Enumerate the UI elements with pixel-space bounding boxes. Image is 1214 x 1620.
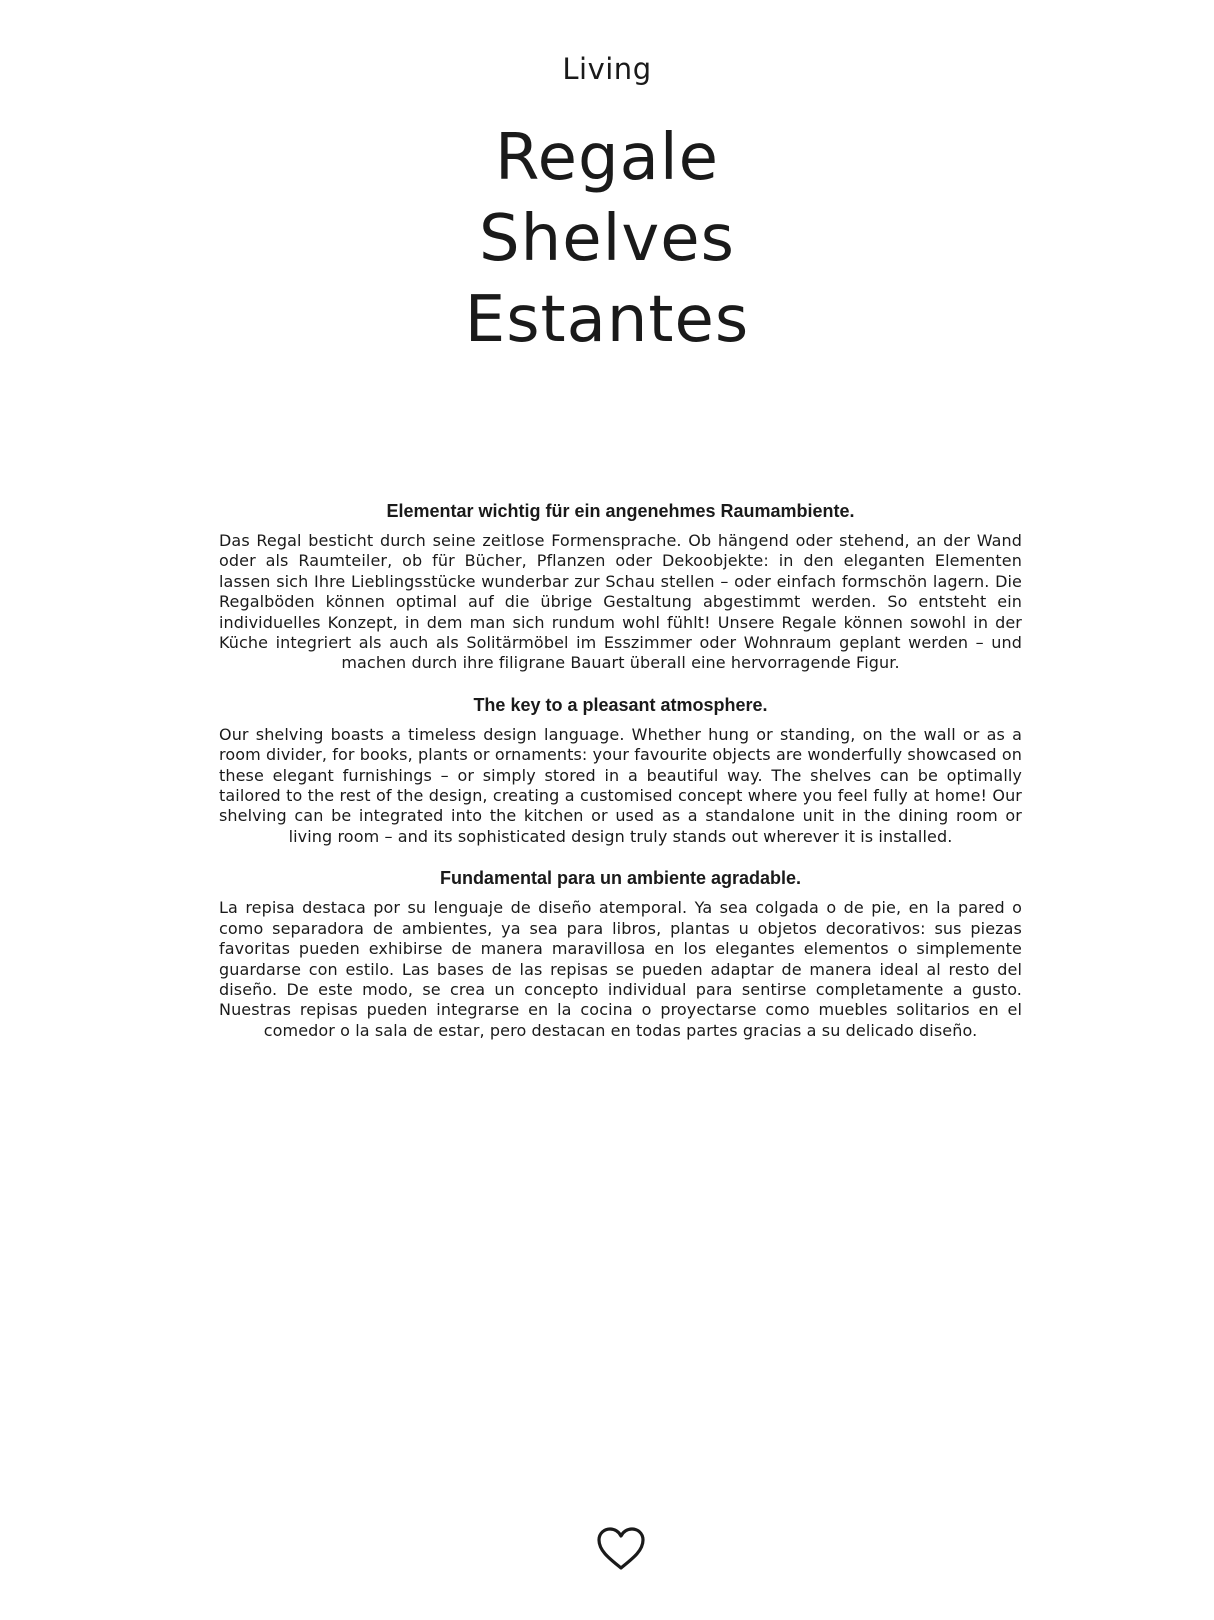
favorite-button[interactable] xyxy=(596,1526,646,1572)
category-label: Living xyxy=(562,52,652,86)
section-body: Our shelving boasts a timeless design language. Whether hung or standing, on the wall or as a room divider, for books, plants or ornaments: your favourite objects are wonderfully showcased on these elegant furnishings – or simply stored in a beautiful way. The shelves can be optimally tailored to the rest of the design, creating a customised concept where you feel fully at home! Our shelving can be integrated into the kitchen or used as a standalone unit in the dining room or living room – and its sophisticated design truly stands out wherever it is installed. xyxy=(219,724,1022,846)
title-spanish: Estantes xyxy=(464,283,750,357)
section-english xyxy=(219,694,1022,847)
section-german xyxy=(219,500,1022,674)
title-german: Regale xyxy=(495,121,719,195)
section-body: Das Regal besticht durch seine zeitlose Formensprache. Ob hängend oder stehend, an der Wand oder als Raumteiler, ob für Bücher, Pflanzen oder Dekoobjekte: in den eleganten Elementen lassen sich Ihre Lieblingsstücke wunderbar zur Schau stellen – oder einfach formschön lagern. Die Regalböden können optimal auf die übrige Gestaltung abgestimmt werden. So entsteht ein individuelles Konzept, in dem man sich rundum wohl fühlt! Unsere Regale können sowohl in der Küche integriert als auch als Solitärmöbel im Esszimmer oder Wohnraum geplant werden – und machen durch ihre filigrane Bauart überall eine hervorragende Figur. xyxy=(219,531,1022,673)
section-heading: The key to a pleasant atmosphere. xyxy=(473,694,768,715)
section-heading: Elementar wichtig für ein angenehmes Raumambiente. xyxy=(386,501,855,521)
section-body: La repisa destaca por su lenguaje de diseño atemporal. Ya sea colgada o de pie, en la pared o como separadora de ambientes, ya sea para libros, plantas u objetos decorativos: sus piezas favoritas pueden exhibirse de manera maravillosa en los elegantes elementos o simplemente guardarse con estilo. Las bases de las repisas se pueden adaptar de manera ideal al resto del diseño. De este modo, se crea un concepto individual para sentirse completamente a gusto. Nuestras repisas pueden integrarse en la cocina o proyectarse como muebles solitarios en el comedor o la sala de estar, pero destacan en todas partes gracias a su delicado diseño. xyxy=(219,898,1022,1040)
heart-icon xyxy=(596,1526,646,1572)
title-english: Shelves xyxy=(479,202,735,276)
section-spanish xyxy=(219,867,1022,1041)
text-content xyxy=(219,500,1022,1061)
page-title xyxy=(0,118,1214,361)
section-heading: Fundamental para un ambiente agradable. xyxy=(439,868,802,889)
